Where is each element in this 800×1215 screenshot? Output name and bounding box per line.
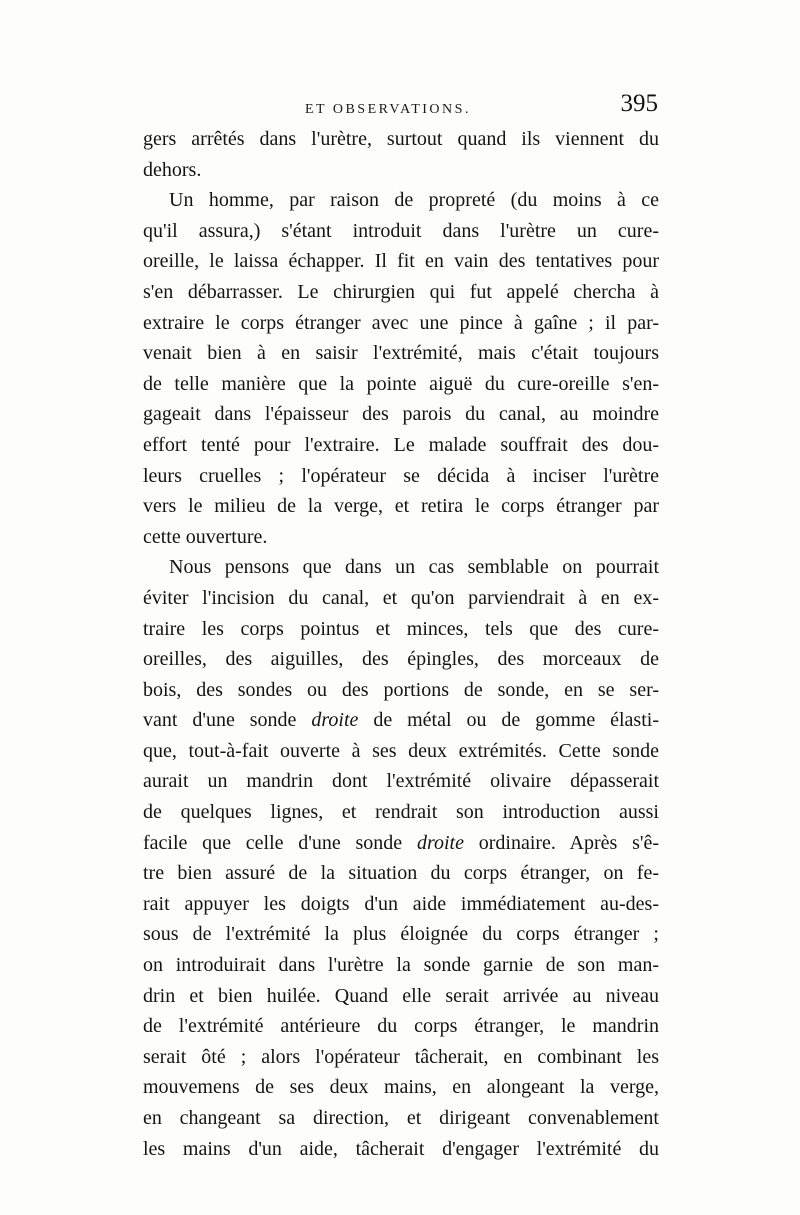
text-line: bois, des sondes ou des portions de sonde, en se ser- xyxy=(143,678,659,701)
text-segment: ordinaire. Après s'ê- xyxy=(463,831,659,854)
text-line: oreilles, des aiguilles, des épingles, des morceaux de xyxy=(143,648,659,671)
text-line: traire les corps pointus et minces, tels que des cure- xyxy=(143,617,659,640)
text-line: on introduirait dans l'urètre la sonde garnie de son man- xyxy=(143,954,659,977)
text-segment: facile que celle d'une sonde xyxy=(143,831,417,854)
text-line: de l'extrémité antérieure du corps étranger, le mandrin xyxy=(143,1015,659,1038)
text-line: cette ouverture. xyxy=(143,525,268,548)
text-line: effort tenté pour l'extraire. Le malade souffrait des dou- xyxy=(143,433,659,456)
text-line: que, tout-à-fait ouverte à ses deux extrémités. Cette sonde xyxy=(143,739,659,762)
text-line: aurait un mandrin dont l'extrémité olivaire dépasserait xyxy=(143,770,659,793)
paragraph-first-line: Un homme, par raison de propreté (du moins à ce xyxy=(169,189,659,212)
text-line: éviter l'incision du canal, et qu'on parviendrait à en ex- xyxy=(143,586,659,609)
body-text xyxy=(143,124,659,1164)
text-line xyxy=(143,705,659,736)
page-number: 395 xyxy=(620,90,658,117)
text-line: oreille, le laissa échapper. Il fit en vain des tentatives pour xyxy=(143,250,659,273)
text-line: les mains d'un aide, tâcherait d'engager l'extrémité du xyxy=(143,1137,659,1160)
text-line xyxy=(143,828,659,859)
text-line: serait ôté ; alors l'opérateur tâcherait, en combinant les xyxy=(143,1045,659,1068)
italic-word: droite xyxy=(311,709,359,732)
text-line: de telle manière que la pointe aiguë du cure-oreille s'en- xyxy=(143,372,659,395)
text-line: extraire le corps étranger avec une pince à gaîne ; il par- xyxy=(143,311,659,334)
paragraph-first-line: Nous pensons que dans un cas semblable on pourrait xyxy=(169,556,659,579)
text-line: mouvemens de ses deux mains, en alongeant la verge, xyxy=(143,1076,659,1099)
running-head: ET OBSERVATIONS. xyxy=(305,102,471,117)
text-line: tre bien assuré de la situation du corps étranger, on fe- xyxy=(143,862,659,885)
text-line: en changeant sa direction, et dirigeant convenablement xyxy=(143,1107,659,1129)
text-segment: de métal ou de gomme élasti- xyxy=(358,709,659,732)
text-line: rait appuyer les doigts d'un aide immédiatement au-des- xyxy=(143,892,659,915)
text-line: sous de l'extrémité la plus éloignée du corps étranger ; xyxy=(143,923,659,946)
text-line: qu'il assura,) s'étant introduit dans l'urètre un cure- xyxy=(143,219,659,242)
italic-word: droite xyxy=(416,831,464,854)
text-line: vers le milieu de la verge, et retira le corps étranger par xyxy=(143,495,659,518)
text-line: dehors. xyxy=(143,158,202,181)
text-line: s'en débarrasser. Le chirurgien qui fut appelé chercha à xyxy=(143,280,659,303)
text-line: leurs cruelles ; l'opérateur se décida à inciser l'urètre xyxy=(143,464,659,487)
text-line: gageait dans l'épaisseur des parois du canal, au moindre xyxy=(143,403,659,426)
text-line: drin et bien huilée. Quand elle serait arrivée au niveau xyxy=(143,984,659,1007)
text-line: venait bien à en saisir l'extrémité, mais c'était toujours xyxy=(143,342,659,365)
text-segment: vant d'une sonde xyxy=(143,709,312,732)
text-line: gers arrêtés dans l'urètre, surtout quand ils viennent du xyxy=(143,128,659,150)
text-line: de quelques lignes, et rendrait son introduction aussi xyxy=(143,801,659,824)
